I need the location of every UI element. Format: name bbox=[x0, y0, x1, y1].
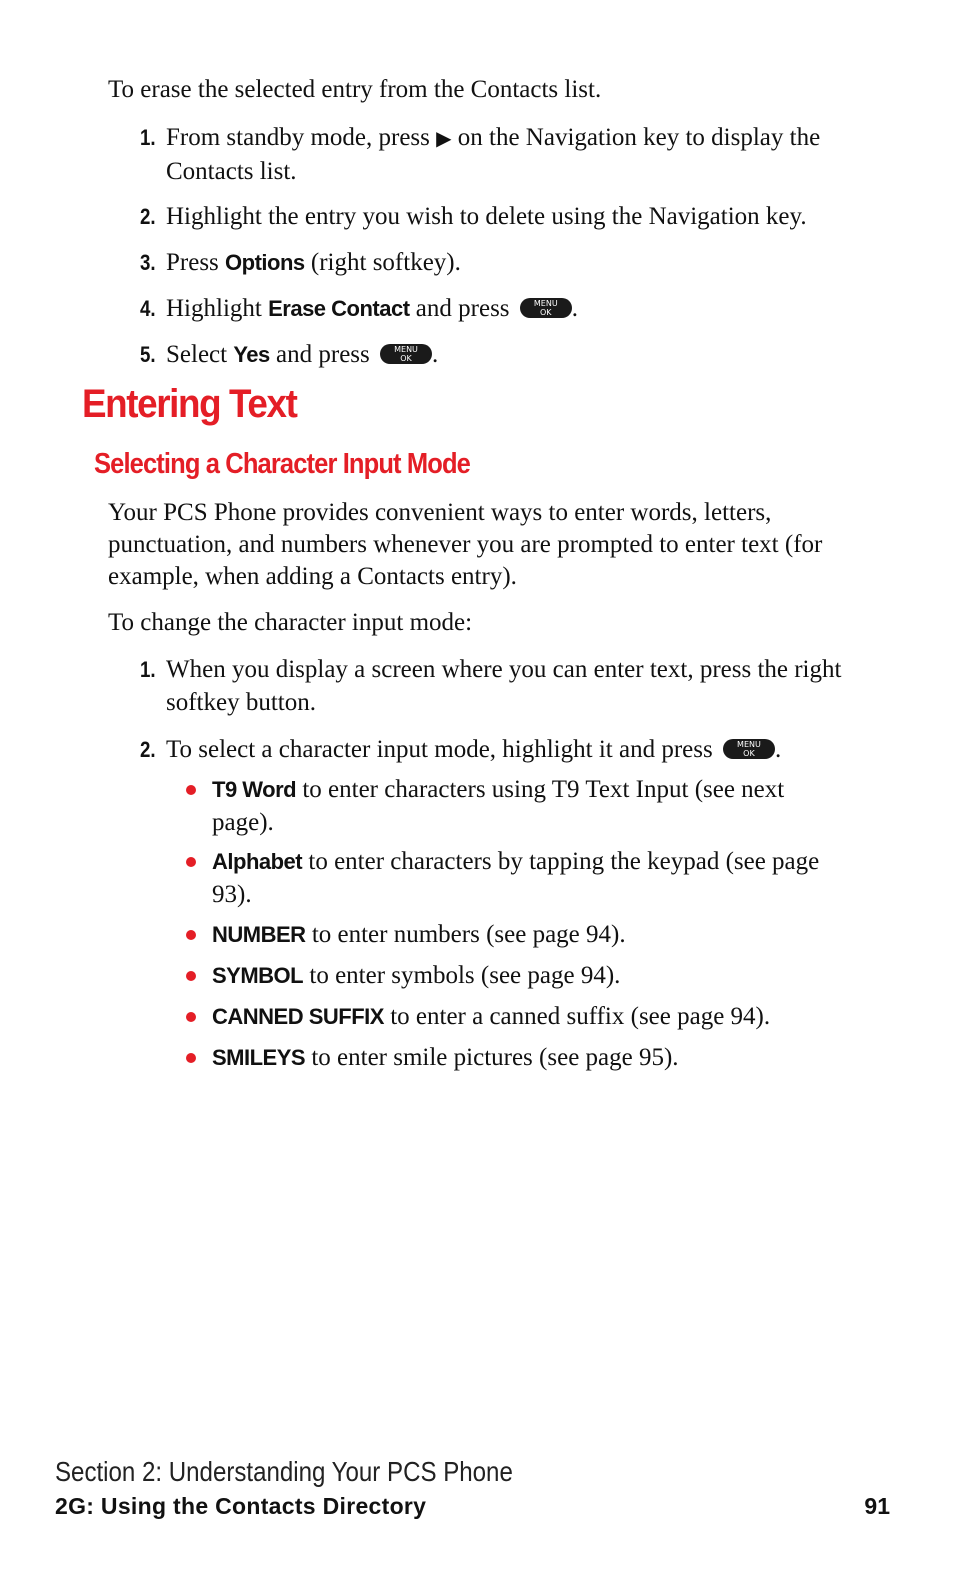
subsection-heading: Selecting a Character Input Mode bbox=[94, 448, 470, 480]
options-keyword: Options bbox=[225, 250, 305, 275]
erase-intro: To erase the selected entry from the Contacts list. bbox=[108, 76, 602, 103]
step-number: 4. bbox=[140, 296, 156, 321]
section-heading: Entering Text bbox=[82, 382, 297, 426]
mode-step-1: 1. When you display a screen where you can enter text, press the right softkey button. bbox=[140, 653, 860, 719]
menu-ok-key-icon: MENU OK bbox=[723, 739, 775, 759]
page-number: 91 bbox=[864, 1493, 890, 1519]
mode-step-2: 2. To select a character input mode, highlight it and press MENU OK . bbox=[140, 733, 860, 766]
footer-section-title: Section 2: Understanding Your PCS Phone bbox=[55, 1456, 513, 1487]
footer-chapter-title: 2G: Using the Contacts Directory bbox=[55, 1493, 427, 1519]
step-number: 1. bbox=[140, 657, 156, 682]
bullet-dot-icon bbox=[186, 971, 196, 981]
bullet-smileys: SMILEYS to enter smile pictures (see page 95). bbox=[186, 1041, 826, 1074]
bullet-canned-suffix: CANNED SUFFIX to enter a canned suffix (see page 94). bbox=[186, 1000, 826, 1033]
change-mode-intro: To change the character input mode: bbox=[108, 609, 473, 636]
bullet-alphabet: Alphabet to enter characters by tapping the keypad (see page 93). bbox=[186, 845, 826, 911]
step-number: 2. bbox=[140, 737, 156, 762]
bullet-dot-icon bbox=[186, 785, 196, 795]
step-number: 2. bbox=[140, 204, 156, 229]
bullet-dot-icon bbox=[186, 1012, 196, 1022]
navigation-right-icon: ▶ bbox=[436, 126, 452, 150]
bullet-t9-word: T9 Word to enter characters using T9 Text Input (see next page). bbox=[186, 773, 826, 839]
bullet-dot-icon bbox=[186, 1053, 196, 1063]
bullet-number: NUMBER to enter numbers (see page 94). bbox=[186, 918, 826, 951]
step-number: 5. bbox=[140, 342, 156, 367]
step-number: 3. bbox=[140, 250, 156, 275]
bullet-dot-icon bbox=[186, 930, 196, 940]
bullet-dot-icon bbox=[186, 857, 196, 867]
erase-step-1: 1. From standby mode, press ▶ on the Navigation key to display the Contacts list. bbox=[140, 121, 860, 188]
erase-step-2: 2. Highlight the entry you wish to delete using the Navigation key. bbox=[140, 200, 860, 233]
erase-step-4: 4. Highlight Erase Contact and press MENU OK . bbox=[140, 292, 860, 325]
erase-step-3: 3. Press Options (right softkey). bbox=[140, 246, 860, 279]
yes-keyword: Yes bbox=[233, 342, 270, 367]
body-paragraph: Your PCS Phone provides convenient ways to enter words, letters, punctuation, and numbers whenever you are prompted to enter text (for example, when adding a Contacts entry). bbox=[108, 499, 823, 590]
menu-ok-key-icon: MENU OK bbox=[520, 298, 572, 318]
menu-ok-key-icon: MENU OK bbox=[380, 344, 432, 364]
bullet-symbol: SYMBOL to enter symbols (see page 94). bbox=[186, 959, 826, 992]
erase-contact-keyword: Erase Contact bbox=[268, 296, 410, 321]
erase-step-5: 5. Select Yes and press MENU OK . bbox=[140, 338, 860, 371]
step-number: 1. bbox=[140, 125, 156, 150]
